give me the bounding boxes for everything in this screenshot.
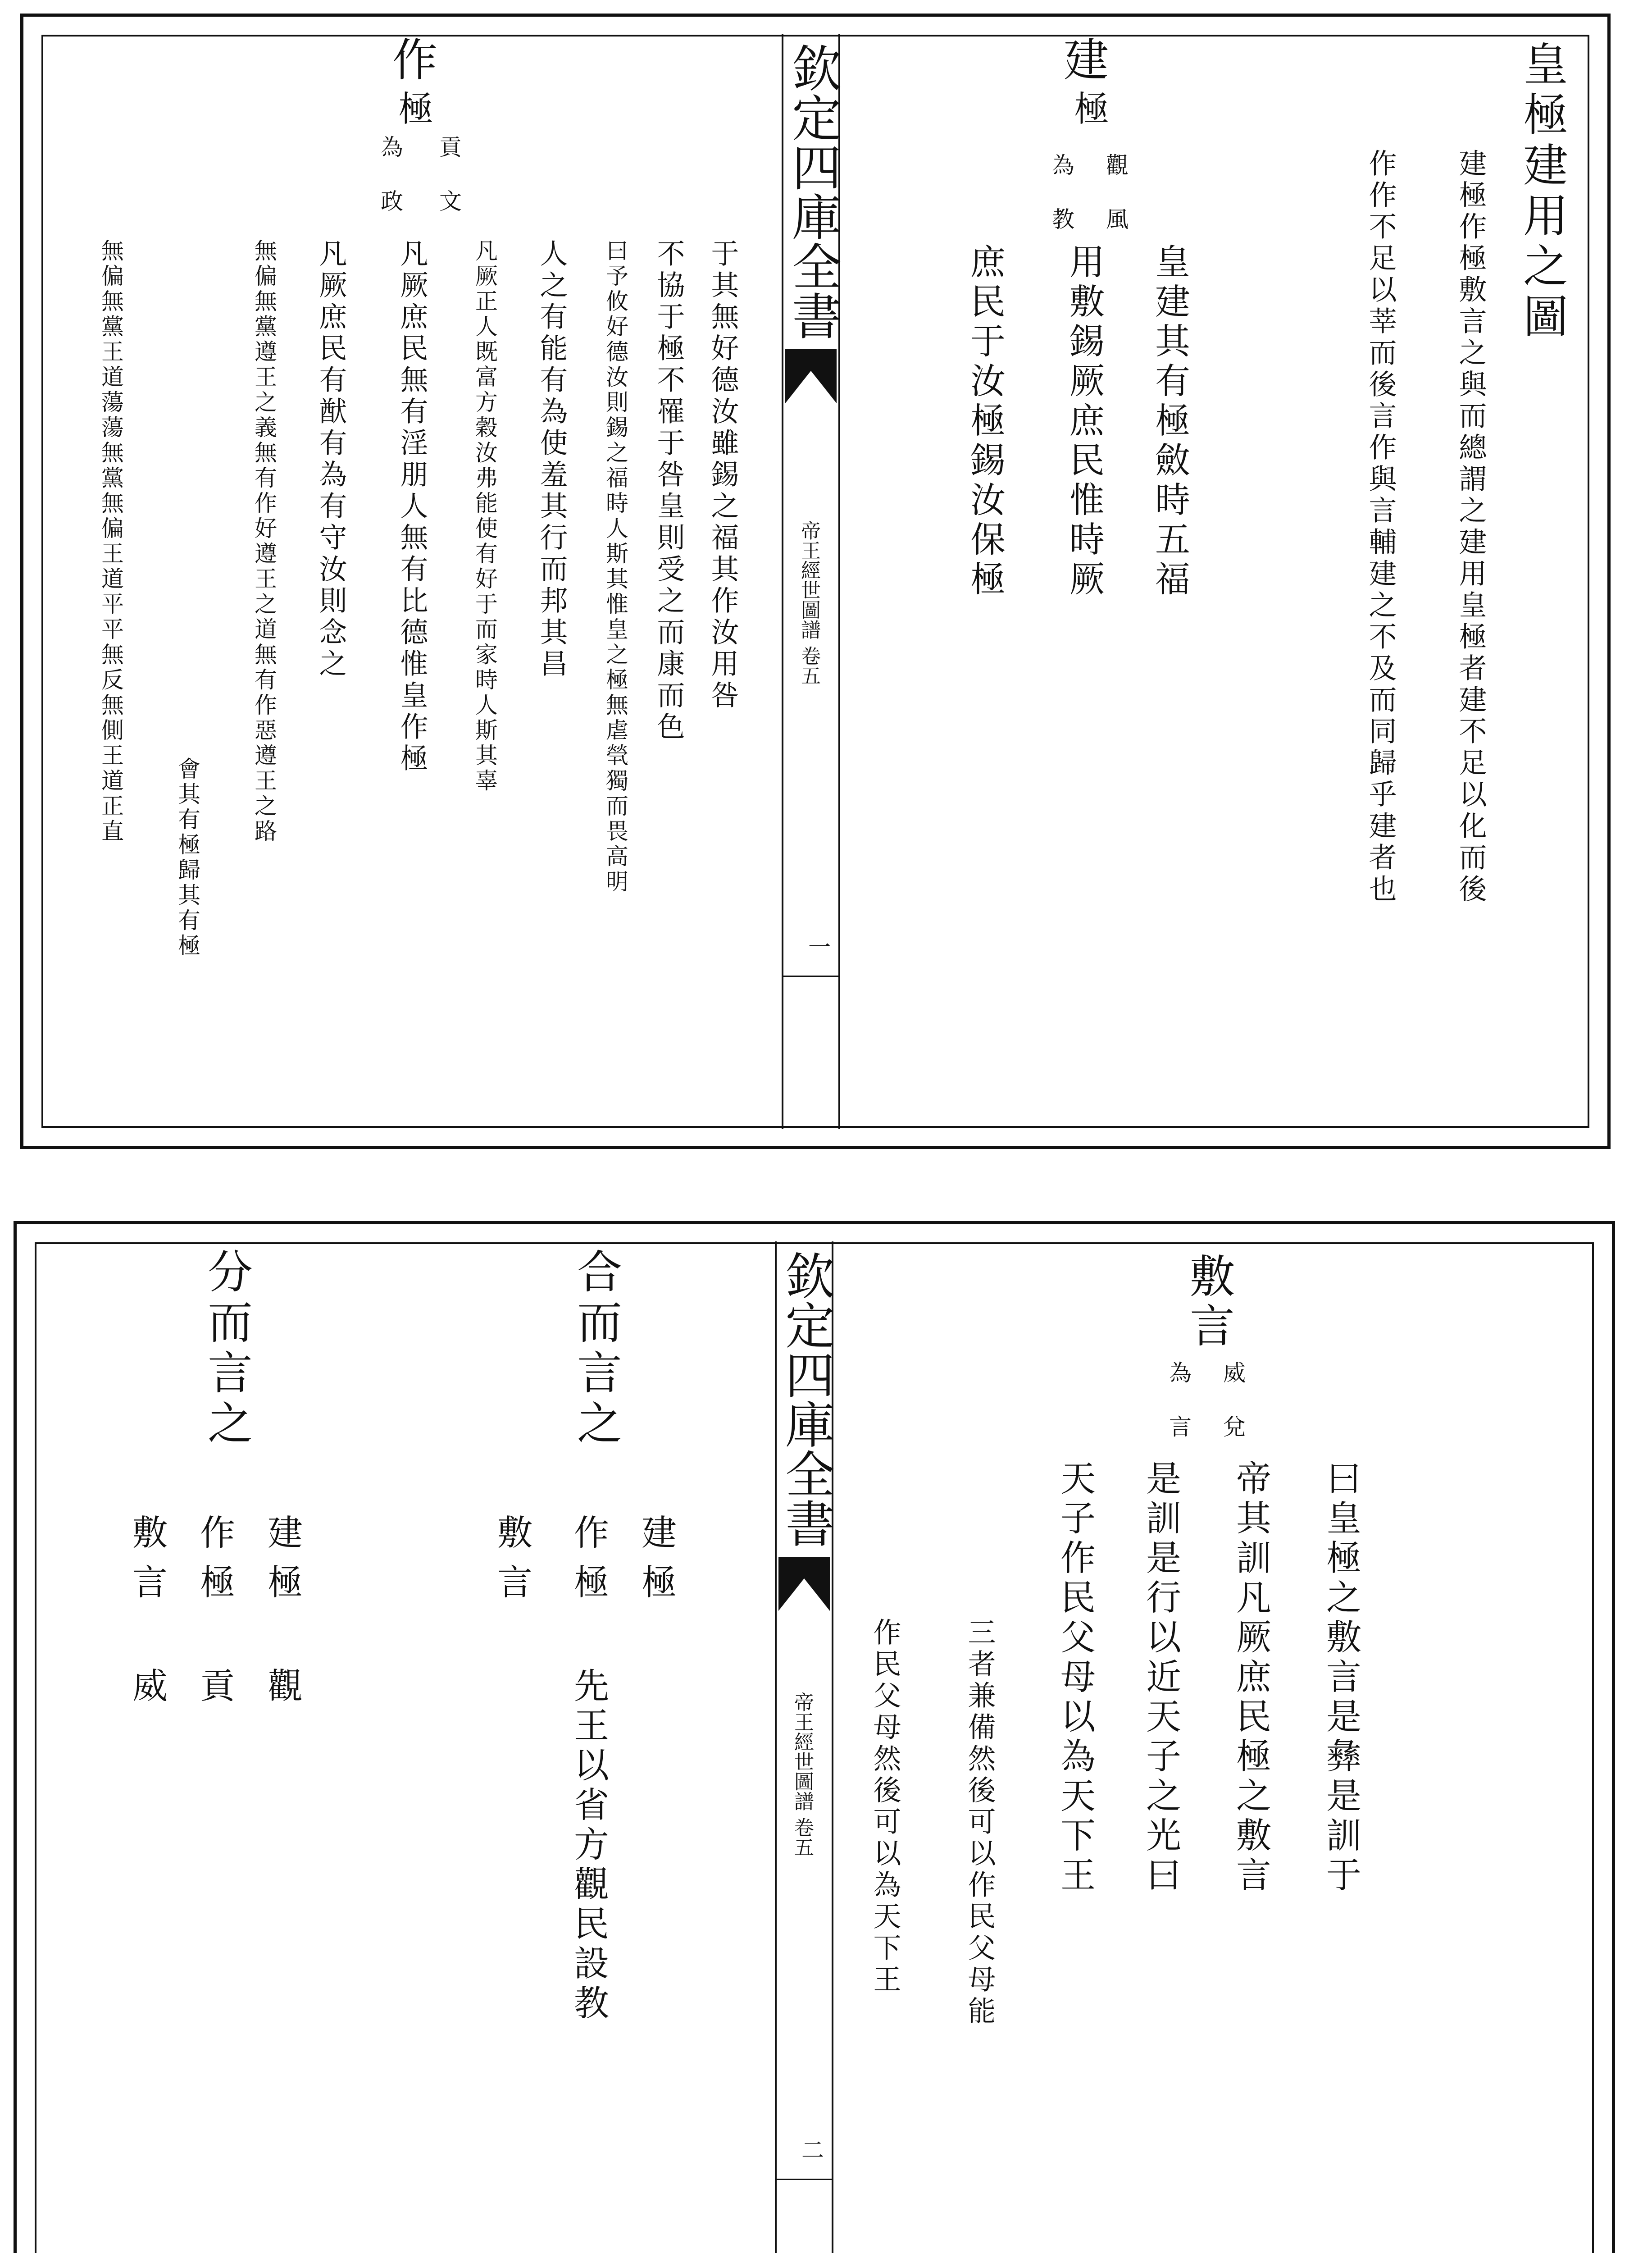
heading-fen-er-yan-zhi: 分而言之 (200, 1248, 253, 1450)
jian-ji-line-3: 庶民于汝極錫汝保極 (965, 243, 1005, 600)
spine-note: 帝王經世圖譜 卷五 (797, 520, 820, 685)
fu-yan-line-1: 曰皇極之敷言是彝是訓于 (1320, 1460, 1361, 1896)
spine-divider (783, 976, 838, 977)
intro-line-1: 建極作極敷言之與而總謂之建用皇極者建不足以化而後 (1454, 149, 1487, 906)
he-zuo-ji: 極 (568, 1564, 609, 1603)
he-jian-ji: 極 (636, 1564, 676, 1603)
spine-title-2: 欽定四庫全書 (777, 1250, 835, 1548)
note-gong-wen: 貢 文 (436, 135, 462, 214)
spine-page-number-2: 二 (798, 2138, 824, 2161)
zuo-ji-line-4: 人之有能有為使羞其行而邦其昌 (535, 239, 568, 680)
heading-jian: 建 (1056, 36, 1109, 87)
jian-ji-line-1: 皇建其有極斂時五福 (1149, 243, 1190, 600)
he-fu-yan: 言 (492, 1564, 532, 1603)
spine-divider-2 (777, 2179, 832, 2180)
zuo-ji-line-8: 無偏無黨遵王之義無有作好遵王之道無有作惡遵王之路 (251, 239, 277, 844)
heading-he-er-yan-zhi: 合而言之 (569, 1248, 622, 1450)
he-jian: 建 (636, 1514, 676, 1554)
spine-page-number: 一 (805, 935, 831, 958)
heading-ji-2: 極 (392, 90, 433, 130)
fen-zuo-ji: 極 (194, 1564, 235, 1603)
intro-line-2: 作作不足以莘而後言作與言輔建之不及而同歸乎建者也 (1364, 149, 1397, 906)
fen-jian: 建 (262, 1514, 302, 1554)
bottom-spine (775, 1241, 833, 2253)
zuo-ji-line-10: 無偏無黨王道蕩蕩無黨無偏王道平平無反無側王道正直 (98, 239, 124, 844)
heading-fu: 敷 (1182, 1253, 1235, 1303)
fen-fu: 敷 (127, 1514, 167, 1554)
zuo-ji-line-2: 不協于極不罹于咎皇則受之而康而色 (652, 239, 685, 743)
fu-yan-line-4: 天子作民父母以為天下王 (1055, 1460, 1095, 1896)
heading-yan: 言 (1182, 1302, 1235, 1353)
zuo-ji-line-1: 于其無好德汝雖錫之福其作汝用咎 (706, 239, 739, 712)
fu-yan-line-6: 作民父母然後可以為天下王 (869, 1618, 901, 1996)
zuo-ji-line-6: 凡厥庶民無有淫朋人無有比德惟皇作極 (396, 239, 428, 775)
note-wei-yan: 為 言 (1165, 1361, 1192, 1440)
fen-fu-yan: 言 (127, 1564, 167, 1603)
he-fu: 敷 (492, 1514, 532, 1554)
fen-wei: 威 (127, 1667, 167, 1707)
heading-ji: 極 (1068, 90, 1109, 130)
spine-note-2: 帝王經世圖譜 卷五 (791, 1692, 814, 1857)
he-line-xian-wang: 先王以省方觀民設教 (568, 1667, 609, 2024)
note-guan-feng: 觀 風 (1102, 153, 1129, 233)
jian-ji-line-2: 用敷錫厥庶民惟時厥 (1064, 243, 1104, 600)
note-wei-jiao: 為 教 (1048, 153, 1074, 233)
fish-tail-mark (785, 349, 837, 403)
fu-yan-line-5: 三者兼備然後可以作民父母能 (963, 1618, 996, 2028)
fish-tail-mark-2 (778, 1557, 830, 1611)
zuo-ji-line-9: 會其有極歸其有極 (174, 757, 200, 959)
fu-yan-line-3: 是訓是行以近天子之光曰 (1140, 1460, 1181, 1896)
note-wei-dui: 威 兌 (1220, 1361, 1246, 1440)
chart-title: 皇極建用之圖 (1515, 41, 1568, 343)
spine-title: 欽定四庫全書 (784, 43, 842, 340)
fu-yan-line-2: 帝其訓凡厥庶民極之敷言 (1230, 1460, 1271, 1896)
zuo-ji-line-3: 曰予攸好德汝則錫之福時人斯其惟皇之極無虐煢獨而畏高明 (602, 239, 628, 895)
zuo-ji-line-5: 凡厥正人既富方穀汝弗能使有好于而家時人斯其辜 (472, 239, 498, 794)
heading-zuo: 作 (385, 36, 437, 87)
zuo-ji-line-7: 凡厥庶民有猷有為有守汝則念之 (314, 239, 347, 680)
he-zuo: 作 (568, 1514, 609, 1554)
fen-zuo: 作 (194, 1514, 235, 1554)
fen-guan: 觀 (262, 1667, 302, 1707)
fen-jian-ji: 極 (262, 1564, 302, 1603)
note-wei-zheng: 為 政 (377, 135, 403, 214)
top-spine (782, 34, 840, 1129)
fen-gong: 貢 (194, 1667, 235, 1707)
